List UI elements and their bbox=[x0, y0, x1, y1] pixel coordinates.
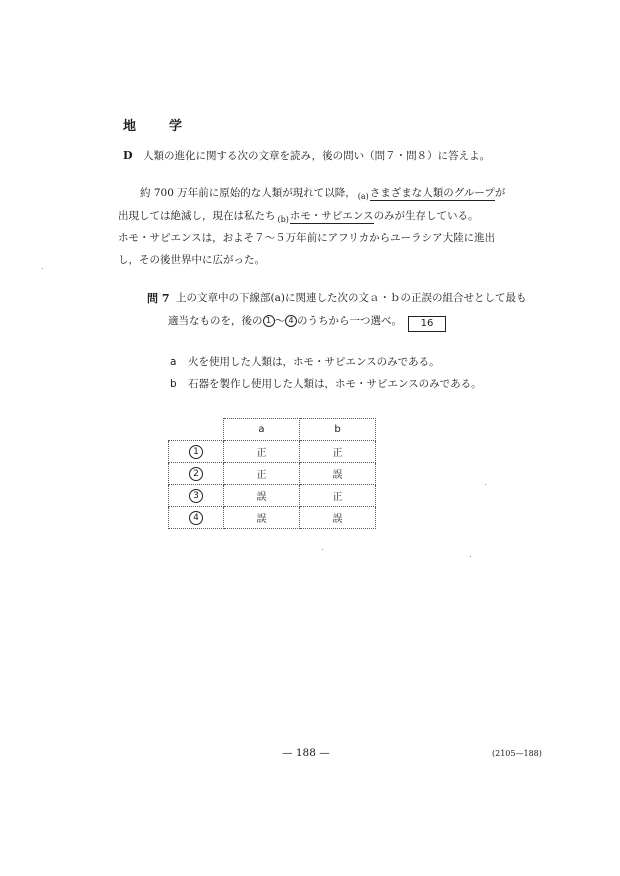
circled-number-icon: 3 bbox=[189, 489, 203, 503]
scan-speck bbox=[42, 268, 43, 269]
question-line-2 bbox=[168, 313, 446, 332]
answer-combination-table bbox=[168, 418, 376, 529]
circled-number-icon: 1 bbox=[189, 445, 203, 459]
table-choice-cell bbox=[169, 507, 224, 529]
page-number: — 188 — bbox=[282, 747, 330, 759]
table-cell-a: 正 bbox=[224, 463, 300, 485]
table-row[interactable] bbox=[169, 441, 376, 463]
passage-line-2 bbox=[118, 208, 479, 223]
scan-speck bbox=[485, 484, 486, 485]
underlined-phrase-a: さまざまな人類のグループ bbox=[369, 187, 495, 199]
table-row[interactable] bbox=[169, 507, 376, 529]
question-text: のうちから一つ選べ。 bbox=[297, 315, 402, 327]
range-separator: ～ bbox=[274, 315, 285, 327]
underlined-phrase-b: ホモ・サピエンス bbox=[289, 210, 374, 222]
passage-text: 出現しては絶滅し，現在は私たち bbox=[118, 210, 276, 222]
page-code: (2105—188) bbox=[492, 749, 542, 758]
passage-line-1 bbox=[140, 185, 505, 200]
subject-heading: 地 学 bbox=[123, 119, 193, 134]
scan-speck bbox=[322, 549, 323, 550]
circled-number-icon: 4 bbox=[285, 315, 297, 327]
table-cell-a: 正 bbox=[224, 441, 300, 463]
table-cell-b: 誤 bbox=[300, 507, 376, 529]
table-cell-b: 正 bbox=[300, 485, 376, 507]
statement-text: 石器を製作し使用した人類は，ホモ・サピエンスのみである。 bbox=[188, 378, 482, 390]
passage-text: のみが生存している。 bbox=[373, 210, 479, 222]
table-corner-cell bbox=[169, 419, 224, 441]
statement-b bbox=[170, 376, 482, 391]
statement-key: a bbox=[170, 356, 177, 368]
scan-speck bbox=[470, 556, 471, 557]
statement-key: b bbox=[170, 378, 177, 390]
statement-text: 火を使用した人類は，ホモ・サピエンスのみである。 bbox=[188, 356, 440, 368]
table-choice-cell bbox=[169, 463, 224, 485]
underline-marker-a: (a) bbox=[357, 192, 369, 201]
circled-number-icon: 2 bbox=[189, 467, 203, 481]
table-header-b: b bbox=[300, 419, 376, 441]
answer-number-box[interactable]: 16 bbox=[408, 316, 446, 332]
section-intro: 人類の進化に関する次の文章を読み，後の問い（問７・問８）に答えよ。 bbox=[143, 150, 491, 162]
question-label: 問 7 bbox=[147, 292, 170, 305]
underline-marker-b: (b) bbox=[277, 215, 289, 224]
circled-number-icon: 4 bbox=[189, 511, 203, 525]
table-cell-a: 誤 bbox=[224, 485, 300, 507]
section-label: D bbox=[123, 149, 133, 162]
statement-a bbox=[170, 354, 440, 369]
table-row[interactable] bbox=[169, 485, 376, 507]
passage-line-4: し，その後世界中に広がった。 bbox=[118, 254, 265, 266]
table-cell-a: 誤 bbox=[224, 507, 300, 529]
table-header-row bbox=[169, 419, 376, 441]
circled-number-icon: 1 bbox=[263, 315, 275, 327]
passage-line-3: ホモ・サピエンスは，およそ７～５万年前にアフリカからユーラシア大陸に進出 bbox=[118, 232, 496, 244]
table-cell-b: 誤 bbox=[300, 463, 376, 485]
table-cell-b: 正 bbox=[300, 441, 376, 463]
table-choice-cell bbox=[169, 485, 224, 507]
passage-text: が bbox=[494, 187, 506, 199]
table-header-a: a bbox=[224, 419, 300, 441]
passage-text: 約 700 万年前に原始的な人類が現れて以降， bbox=[140, 187, 356, 199]
question-text: 適当なものを，後の bbox=[168, 315, 263, 327]
question-line-1: 上の文章中の下線部(a)に関連した次の文ａ・ｂの正誤の組合せとして最も bbox=[176, 292, 527, 304]
table-row[interactable] bbox=[169, 463, 376, 485]
table-choice-cell bbox=[169, 441, 224, 463]
